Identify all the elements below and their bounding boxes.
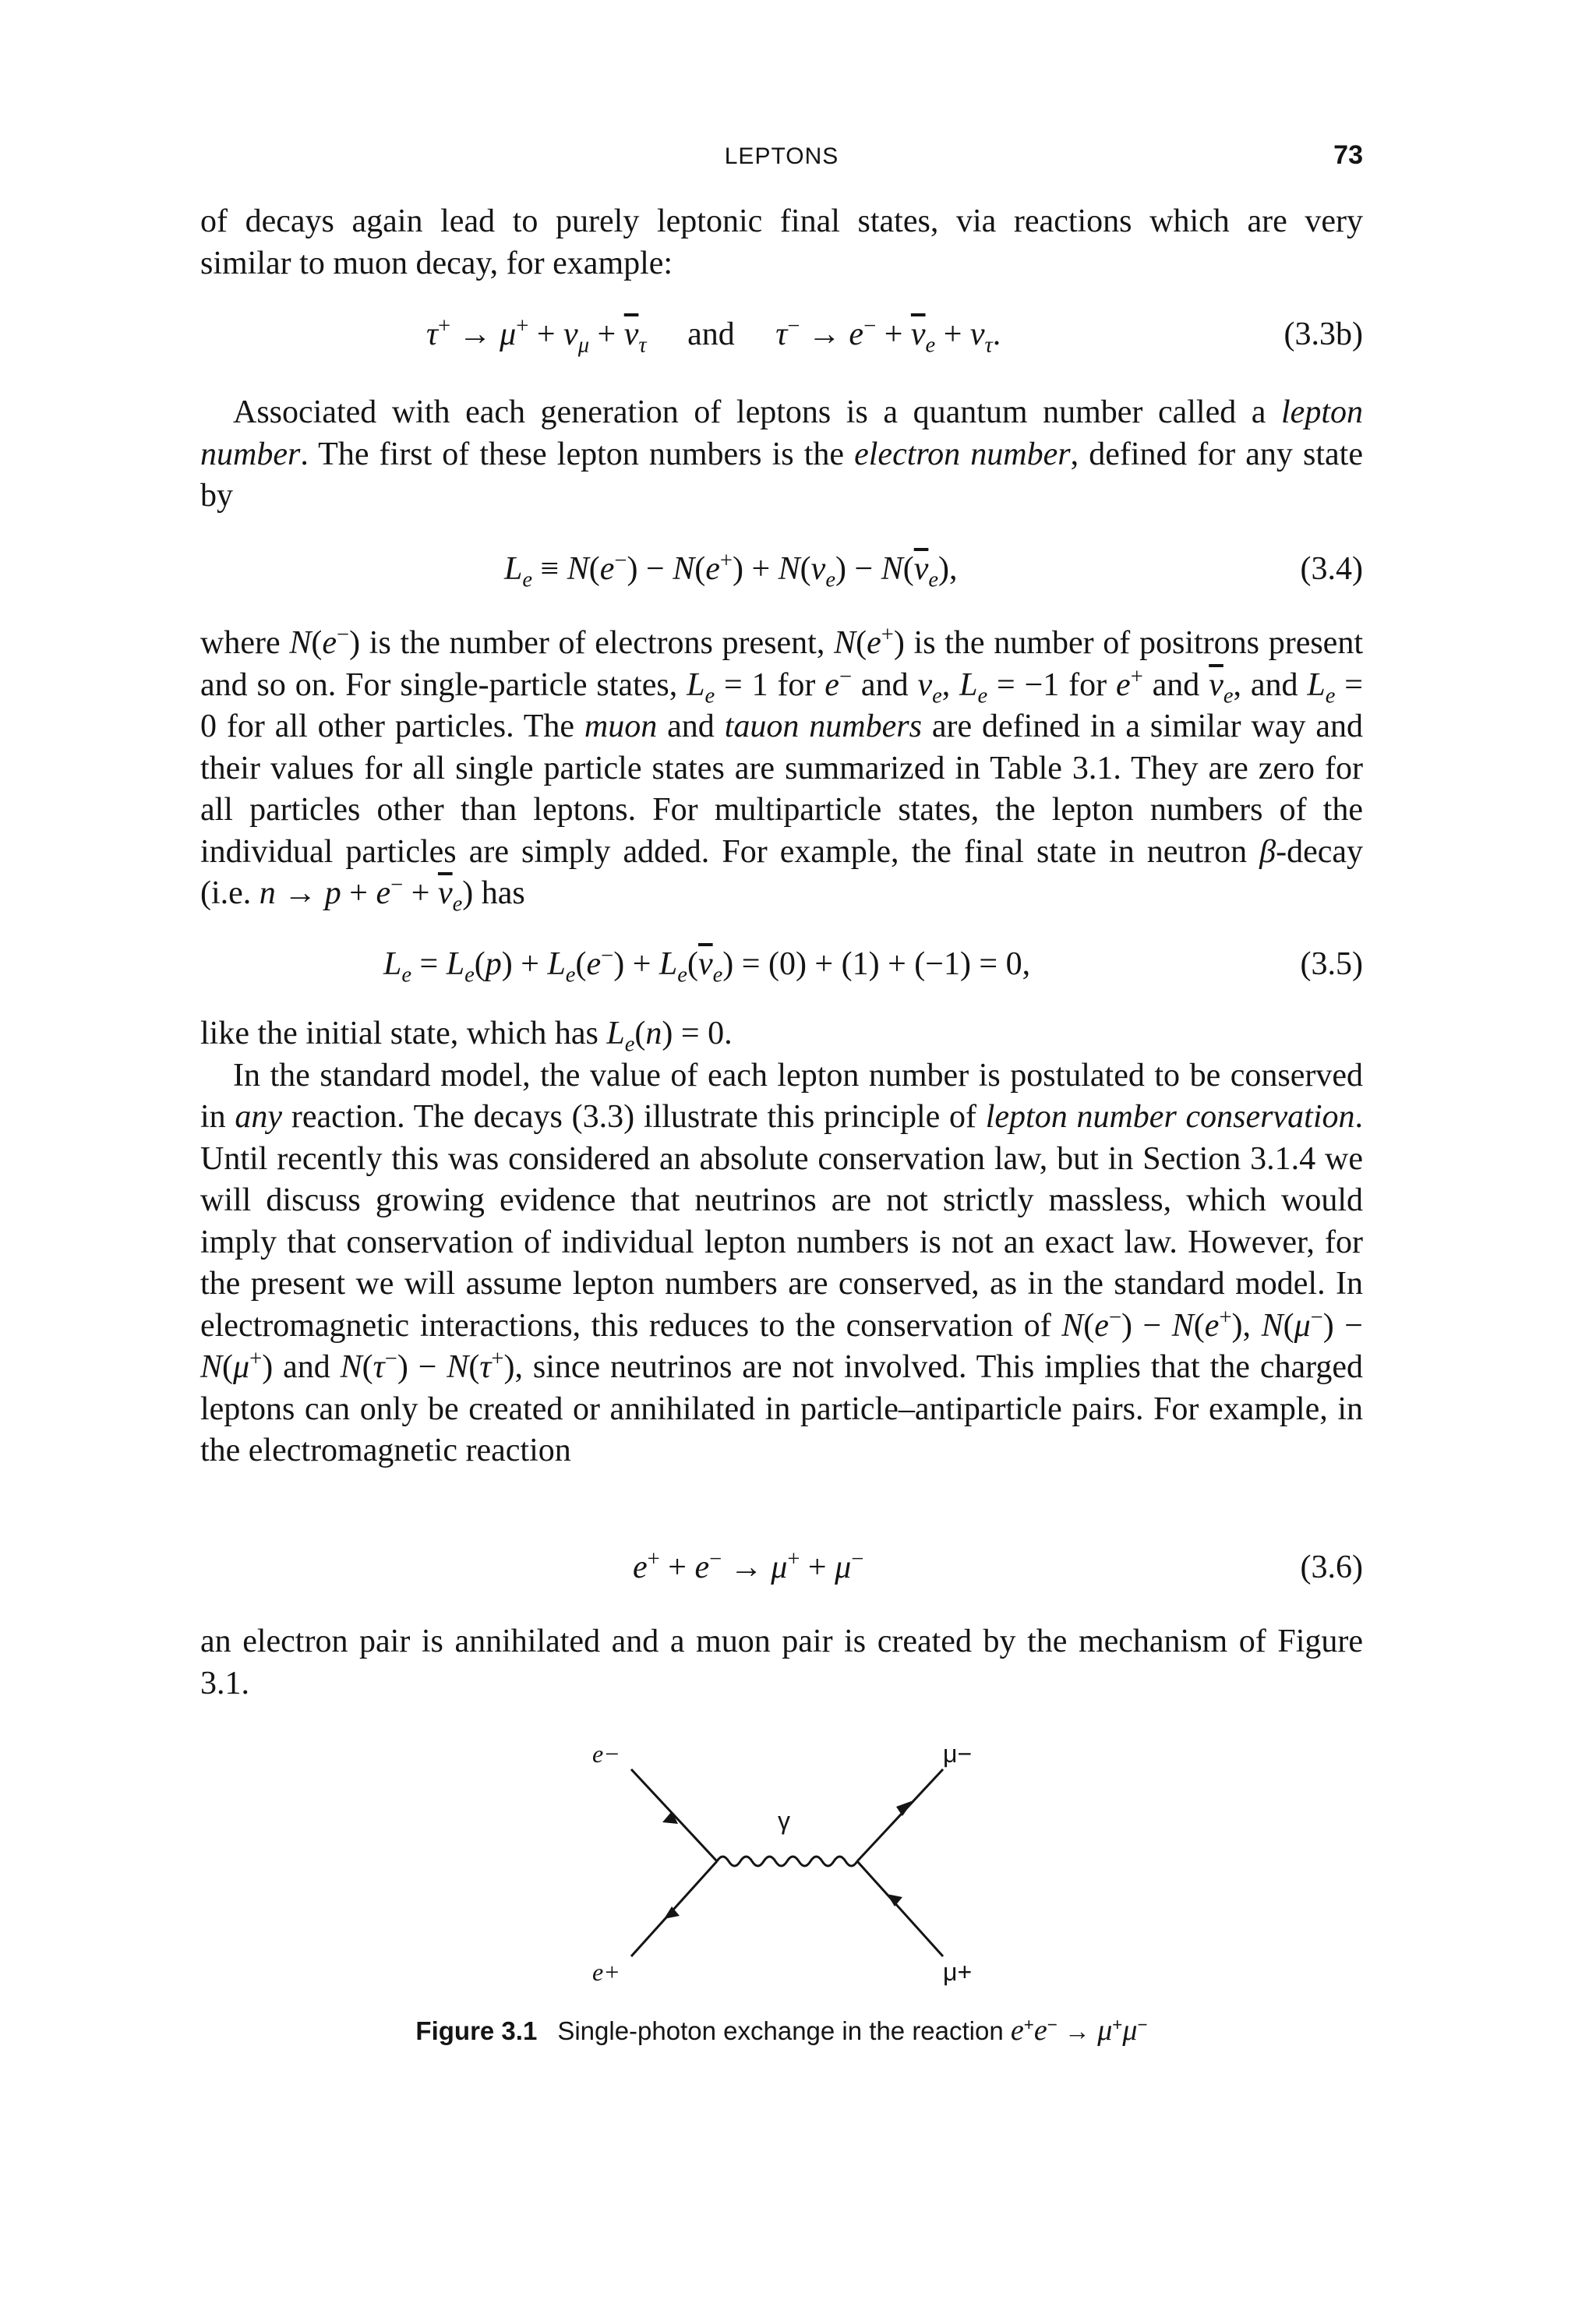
text-run: -decay (i.e. xyxy=(200,833,1363,911)
figure-label: Figure 3.1 xyxy=(415,2016,538,2045)
text-run: and xyxy=(273,1349,341,1385)
text-line: of decays again lead to purely leptonic final states, via reactions which are very xyxy=(200,203,1363,239)
feynman-diagram xyxy=(577,1738,998,1995)
fermion-line-e-minus xyxy=(631,1769,717,1861)
text-run: is the number of positrons present and so on. For single-particle states, xyxy=(200,625,1363,703)
text-run: is the number of electrons present, xyxy=(360,625,835,661)
text-run: and xyxy=(1142,666,1209,703)
text-run: In the standard model, the value of each lepton number is postulated to be conserved in xyxy=(200,1057,1363,1135)
figure-caption: Figure 3.1 Single-photon exchange in the reaction e+e− → μ+μ− xyxy=(415,2014,1148,2047)
fermion-line-e-plus xyxy=(631,1861,717,1956)
equation-body: $L_e = L_e(p) + L_e(e^-) + L_e(\overline{\nu}_e) = (0) + (1) + (-1) = 0$, xyxy=(383,944,1031,988)
equation-body: $\tau^+ \to \mu^+ + \nu_\mu + \overline{\nu}_\tau$ and $\tau^- \to e^- + \overline{\nu}_e + \nu_\tau$. xyxy=(426,314,1001,358)
label-mu-minus: μ− xyxy=(943,1740,973,1768)
label-e-minus: e− xyxy=(592,1740,620,1768)
emphasis: lepton number xyxy=(200,394,1363,472)
text-run: . The first of these lepton numbers is the xyxy=(300,436,855,472)
text-run: like the initial state, which has xyxy=(200,1016,607,1051)
equation-3-5 xyxy=(200,945,1363,992)
emphasis: electron number xyxy=(854,436,1071,472)
fermion-line-mu-plus xyxy=(857,1861,943,1956)
text-run: for all other particles. The xyxy=(217,708,584,744)
equation-number: (3.4) xyxy=(1300,551,1363,587)
equation-body: $L_e \equiv N(e^-) - N(e^+) + N(\nu_e) - N(\overline{\nu}_e)$, xyxy=(504,549,958,592)
text-run: Associated with each generation of leptons is a quantum number called a xyxy=(233,394,1282,430)
running-header xyxy=(200,137,1363,176)
emphasis: muon xyxy=(584,708,658,744)
equation-3-6 xyxy=(200,1549,1363,1595)
equation-3-4 xyxy=(200,550,1363,597)
paragraph-initial-state: like the initial state, which has $L_e(n) = 0$. In the standard model, the value of each lepton number is postulated to be conserved in any reaction. The decays (3.3) illustrate this principle of lepton number conservation. Until recently this was considered an absolute conservation law, but in Section 3.1.4 we will discuss growing evidence that neutrinos are not strictly massless, which would imply that conservation of individual lepton numbers is not an exact law. However, for the present we will assume lepton numbers are conserved, as in the standard model. In electromagnetic interactions, this reduces to the conservation of N(e−) − N(e+), N(μ−) − N(μ+) and N(τ−) − N(τ+), since neutrinos are not involved. This implies that the charged leptons can only be created or annihilated in particle–antiparticle pairs. For example, in the electromagnetic reaction xyxy=(200,1016,1363,1468)
photon-line xyxy=(717,1857,857,1866)
emphasis: tauon numbers xyxy=(724,708,922,744)
fermion-line-mu-minus xyxy=(857,1769,943,1861)
label-mu-plus: μ+ xyxy=(943,1958,973,1986)
text-run: and xyxy=(657,708,725,744)
text-run: for xyxy=(1059,666,1117,703)
text-run: , since neutrinos are not involved. This implies that the charged leptons can only be created or annihilated in particle–antiparticle pairs. For example, in the electromagnetic reaction xyxy=(200,1349,1363,1468)
caption-text: Single-photon exchange in the reaction xyxy=(557,2016,1011,2045)
equation-body: e+ + e− → μ+ + μ− xyxy=(633,1547,864,1585)
text-run: , defined for any state by xyxy=(200,436,1363,514)
paragraph-lepton-number xyxy=(200,392,1363,518)
emphasis: lepton number conservation xyxy=(985,1099,1355,1135)
equation-number: (3.3b) xyxy=(1284,316,1363,352)
emphasis: any xyxy=(235,1099,283,1135)
page-number: 73 xyxy=(1333,140,1363,170)
text-run: are defined in a similar way and their values for all single particle states are summarized in Table 3.1. They are zero for all particles other than leptons. For multiparticle states, the lepton numbers of the individual particles are simply added. For example, the final state in neutron xyxy=(200,708,1363,870)
text-run: . Until recently this was considered an absolute conservation law, but in Section 3.1.4 we will discuss growing evidence that neutrinos are not strictly massless, which would imply that conservation of individual lepton numbers is not an exact law. However, for the present we will assume lepton numbers are conserved, as in the standard model. In electromagnetic interactions, this reduces to the conservation of xyxy=(200,1099,1363,1344)
label-gamma: γ xyxy=(778,1807,790,1835)
arrow-mu-minus xyxy=(896,1800,913,1816)
paragraph-continuation xyxy=(200,201,1363,284)
label-e-plus: e+ xyxy=(592,1958,620,1986)
text-run: , and xyxy=(1233,666,1308,703)
text-run: an electron pair is annihilated and a muon pair is created by the mechanism of Figure 3.1. xyxy=(200,1624,1363,1701)
paragraph-electron-pair xyxy=(200,1621,1363,1705)
text-line: similar to muon decay, for example: xyxy=(200,245,673,281)
text-run: for xyxy=(768,666,825,703)
equation-number: (3.6) xyxy=(1300,1549,1363,1585)
arrow-e-plus xyxy=(664,1906,680,1919)
text-run: reaction. The decays (3.3) illustrate this principle of xyxy=(282,1099,986,1135)
text-run: and xyxy=(852,666,918,703)
running-title: LEPTONS xyxy=(724,143,839,169)
paragraph-where: where N(e−) is the number of electrons present, N(e+) is the number of positrons present and so on. For single-particle states, $L_e = 1$ for e− and $\nu_e$, $L_e = -1$ for e+ and $\overline{\nu}_e$, and $L_e = 0$ for all other particles. The muon and tauon numbers are defined in a similar way and their values for all single particle states are summarized in Table 3.1. They are zero for all particles other than leptons. For multiparticle states, the lepton numbers of the individual particles are simply added. For example, the final state in neutron β-decay (i.e. $n \to p + e^- + \overline{\nu}_e$) has xyxy=(200,623,1363,917)
equation-3-3b xyxy=(200,316,1363,362)
feynman-diagram-svg xyxy=(577,1738,998,1995)
text-run: ) has xyxy=(462,875,525,911)
equation-number: (3.5) xyxy=(1300,946,1363,982)
arrow-mu-plus xyxy=(887,1894,902,1906)
equation-connector: and xyxy=(687,316,735,352)
